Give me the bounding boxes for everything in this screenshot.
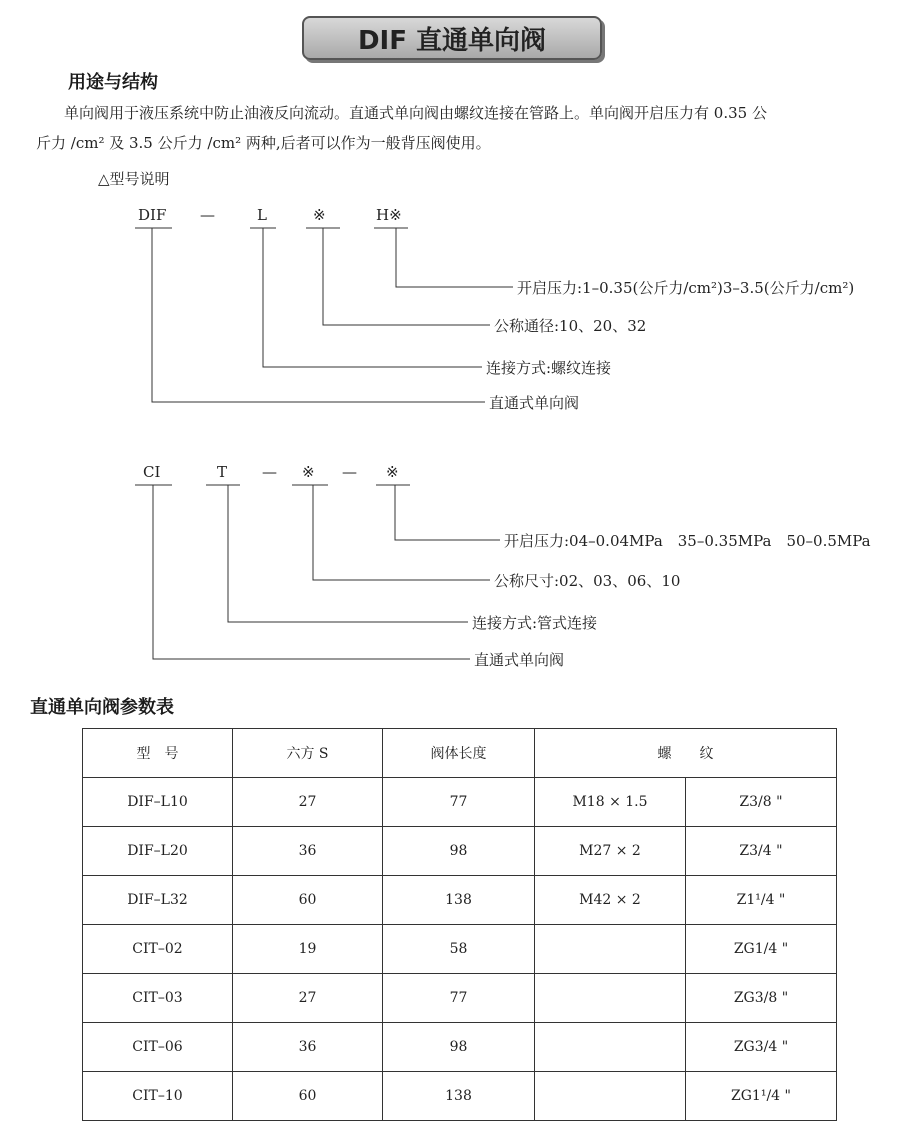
cell-hex-s: 19 xyxy=(233,925,383,974)
cell-thread-pipe: ZG3/8 " xyxy=(686,974,837,1023)
cit-part-dash-1: — xyxy=(262,463,277,481)
dif-label-connection: 连接方式:螺纹连接 xyxy=(486,359,612,377)
usage-heading: 用途与结构 xyxy=(68,72,158,93)
dif-leader-connection xyxy=(263,228,482,367)
dif-label-diameter: 公称通径:10、20、32 xyxy=(494,317,647,335)
cell-thread-metric: M27 × 2 xyxy=(535,827,686,876)
cell-body-length: 98 xyxy=(383,827,535,876)
header-thread: 螺 纹 xyxy=(535,729,837,778)
cit-leader-size xyxy=(313,485,490,580)
cit-part-pressure: ※ xyxy=(386,463,399,481)
cit-leader-pressure xyxy=(395,485,500,540)
cit-leader-type xyxy=(153,485,470,659)
cell-hex-s: 27 xyxy=(233,778,383,827)
cell-thread-pipe: ZG1/4 " xyxy=(686,925,837,974)
cit-label-pressure: 开启压力:04–0.04MPa 35–0.35MPa 50–0.5MPa xyxy=(504,532,871,550)
dif-label-type: 直通式单向阀 xyxy=(489,394,580,412)
cell-model: CIT–03 xyxy=(83,974,233,1023)
table-row xyxy=(83,876,837,925)
cell-hex-s: 36 xyxy=(233,827,383,876)
cell-body-length: 98 xyxy=(383,1023,535,1072)
table-row xyxy=(83,974,837,1023)
cell-hex-s: 36 xyxy=(233,1023,383,1072)
cell-body-length: 58 xyxy=(383,925,535,974)
cell-model: DIF–L20 xyxy=(83,827,233,876)
cell-body-length: 138 xyxy=(383,876,535,925)
table-row xyxy=(83,1072,837,1121)
cell-body-length: 77 xyxy=(383,778,535,827)
usage-line-1: 单向阀用于液压系统中防止油液反向流动。直通式单向阀由螺纹连接在管路上。单向阀开启压力有 0.35 公 xyxy=(64,104,767,122)
page-title: DIF 直通单向阀 xyxy=(302,16,602,60)
cit-part-prefix: CI xyxy=(143,463,161,481)
cell-thread-pipe: Z3/8 " xyxy=(686,778,837,827)
cell-hex-s: 60 xyxy=(233,876,383,925)
cell-thread-metric xyxy=(535,1072,686,1121)
cell-thread-metric xyxy=(535,1023,686,1072)
cell-model: DIF–L32 xyxy=(83,876,233,925)
table-row xyxy=(83,925,837,974)
cit-label-connection: 连接方式:管式连接 xyxy=(472,614,598,632)
cit-label-size: 公称尺寸:02、03、06、10 xyxy=(494,572,681,590)
cell-thread-metric xyxy=(535,925,686,974)
cit-leader-connection xyxy=(228,485,468,622)
table-row xyxy=(83,1023,837,1072)
cit-part-size: ※ xyxy=(302,463,315,481)
cell-thread-pipe: Z3/4 " xyxy=(686,827,837,876)
dif-part-prefix: DIF xyxy=(138,206,167,224)
header-model: 型 号 xyxy=(83,729,233,778)
dif-leader-type xyxy=(152,228,485,402)
usage-line-2: 斤力 /cm² 及 3.5 公斤力 /cm² 两种,后者可以作为一般背压阀使用。 xyxy=(36,134,491,152)
dif-part-diameter: ※ xyxy=(313,206,326,224)
cell-thread-pipe: ZG3/4 " xyxy=(686,1023,837,1072)
cell-model: DIF–L10 xyxy=(83,778,233,827)
table-header-row xyxy=(83,729,837,778)
cit-label-type: 直通式单向阀 xyxy=(474,651,565,669)
dif-part-dash: — xyxy=(200,206,215,224)
cell-thread-metric: M18 × 1.5 xyxy=(535,778,686,827)
dif-leader-diameter xyxy=(323,228,490,325)
table-heading: 直通单向阀参数表 xyxy=(30,697,174,718)
table-row xyxy=(83,827,837,876)
cell-thread-pipe: Z1¹/4 " xyxy=(686,876,837,925)
header-body-length: 阀体长度 xyxy=(383,729,535,778)
cell-body-length: 77 xyxy=(383,974,535,1023)
cell-thread-metric xyxy=(535,974,686,1023)
cell-body-length: 138 xyxy=(383,1072,535,1121)
cell-model: CIT–10 xyxy=(83,1072,233,1121)
cell-thread-pipe: ZG1¹/4 " xyxy=(686,1072,837,1121)
dif-leader-pressure xyxy=(396,228,513,287)
cell-hex-s: 27 xyxy=(233,974,383,1023)
cell-model: CIT–02 xyxy=(83,925,233,974)
dif-part-l: L xyxy=(257,206,267,224)
cell-hex-s: 60 xyxy=(233,1072,383,1121)
dif-part-pressure: H※ xyxy=(376,206,402,224)
table-row xyxy=(83,778,837,827)
cit-part-t: T xyxy=(217,463,228,481)
model-heading: △型号说明 xyxy=(98,170,170,188)
dif-label-pressure: 开启压力:1–0.35(公斤力/cm²)3–3.5(公斤力/cm²) xyxy=(517,279,855,297)
header-hex-s: 六方 S xyxy=(233,729,383,778)
cit-part-dash-2: — xyxy=(342,463,357,481)
cell-model: CIT–06 xyxy=(83,1023,233,1072)
cell-thread-metric: M42 × 2 xyxy=(535,876,686,925)
parameter-table xyxy=(82,728,837,1121)
